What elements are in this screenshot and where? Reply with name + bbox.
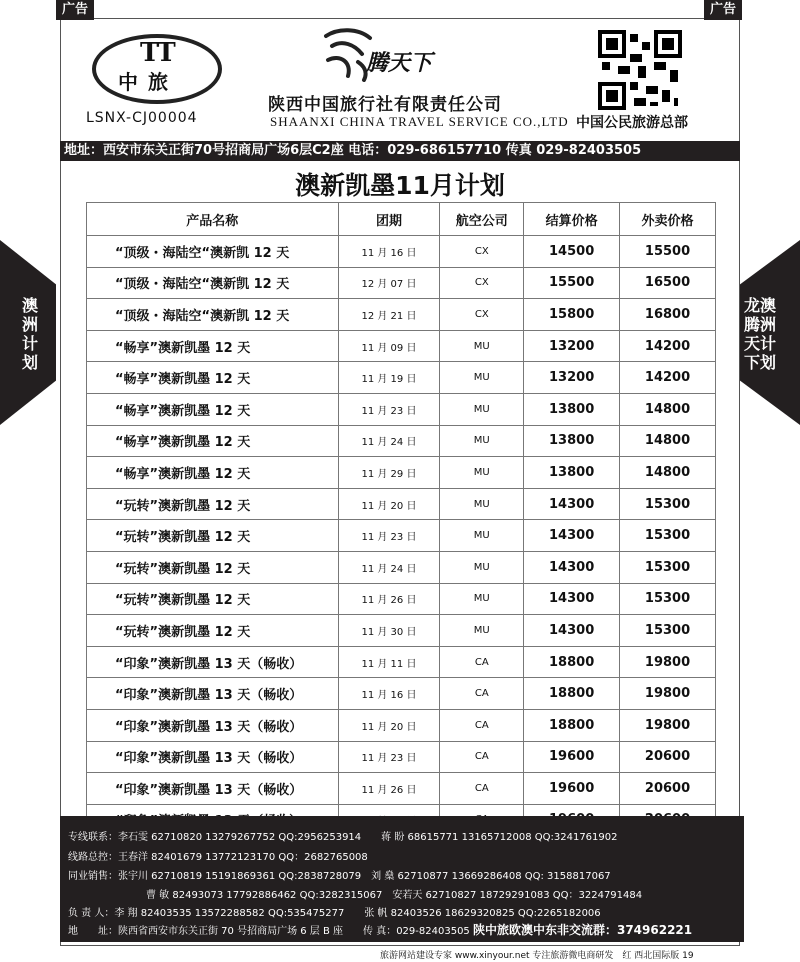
tour-date: 11 月 26 日 — [338, 773, 440, 805]
table-row — [87, 646, 716, 678]
product-name: “印象”澳新凯墨 13 天（畅收） — [87, 678, 339, 710]
table-row — [87, 583, 716, 615]
settle-price: 18800 — [524, 678, 620, 710]
settle-price: 18800 — [524, 709, 620, 741]
col-airline: 航空公司 — [440, 203, 524, 236]
table-row — [87, 741, 716, 773]
side-tab-left-text: 澳 洲 计 划 — [22, 296, 39, 372]
airline-code: CA — [440, 678, 524, 710]
airline-code: CA — [440, 741, 524, 773]
col-date: 团期 — [338, 203, 440, 236]
sell-price: 19800 — [620, 646, 716, 678]
tour-date: 11 月 16 日 — [338, 678, 440, 710]
product-name: “畅享”澳新凯墨 12 天 — [87, 425, 339, 457]
sell-price: 15300 — [620, 583, 716, 615]
settle-price: 18800 — [524, 646, 620, 678]
tour-date: 11 月 11 日 — [338, 646, 440, 678]
tour-date: 12 月 21 日 — [338, 299, 440, 331]
ad-tag-left: 广告 — [56, 0, 94, 20]
table-row — [87, 551, 716, 583]
price-table — [86, 202, 716, 836]
table-row — [87, 615, 716, 647]
table-row — [87, 299, 716, 331]
table-row — [87, 457, 716, 489]
settle-price: 14300 — [524, 520, 620, 552]
settle-price: 13200 — [524, 330, 620, 362]
settle-price: 15800 — [524, 299, 620, 331]
license-number: LSNX-CJ00004 — [86, 110, 198, 126]
table-header-row — [87, 203, 716, 236]
tour-date: 11 月 19 日 — [338, 362, 440, 394]
product-name: “畅享”澳新凯墨 12 天 — [87, 457, 339, 489]
tour-date: 11 月 24 日 — [338, 551, 440, 583]
product-name: “玩转”澳新凯墨 12 天 — [87, 551, 339, 583]
table-row — [87, 393, 716, 425]
contact-row-sales: 同业销售：张宇川 62710819 15191869361 QQ:2838728079 刘 燊 62710877 13669286408 QQ: 3158817067 — [68, 871, 611, 882]
tour-date: 11 月 23 日 — [338, 741, 440, 773]
sell-price: 14800 — [620, 425, 716, 457]
airline-code: CX — [440, 299, 524, 331]
footer-address: 地 址：陕西省西安市东关正街 70 号招商局广场 6 层 B 座 传 真：029-82403505 — [68, 926, 470, 937]
product-name: “畅享”澳新凯墨 12 天 — [87, 362, 339, 394]
airline-code: MU — [440, 425, 524, 457]
sell-price: 15300 — [620, 551, 716, 583]
airline-code: MU — [440, 362, 524, 394]
cts-logo-mark: TT — [140, 38, 174, 68]
col-sell-price: 外卖价格 — [620, 203, 716, 236]
hq-label: 中国公民旅游总部 — [576, 115, 688, 131]
contact-row-manager: 负 责 人：李 翔 82403535 13572288582 QQ:535475277 张 帆 82403526 18629320825 QQ:2265182006 — [68, 908, 601, 919]
settle-price: 15500 — [524, 267, 620, 299]
airline-code: MU — [440, 583, 524, 615]
tour-date: 12 月 07 日 — [338, 267, 440, 299]
settle-price: 13200 — [524, 362, 620, 394]
col-settle-price: 结算价格 — [524, 203, 620, 236]
company-name-en: SHAANXI CHINA TRAVEL SERVICE CO.,LTD — [270, 114, 569, 129]
tour-date: 11 月 26 日 — [338, 583, 440, 615]
settle-price: 13800 — [524, 425, 620, 457]
settle-price: 19600 — [524, 773, 620, 805]
airline-code: MU — [440, 488, 524, 520]
sell-price: 15500 — [620, 236, 716, 268]
product-name: “印象”澳新凯墨 13 天（畅收） — [87, 741, 339, 773]
sell-price: 16800 — [620, 299, 716, 331]
settle-price: 19600 — [524, 741, 620, 773]
product-name: “顶级・海陆空“澳新凯 12 天 — [87, 299, 339, 331]
page-title: 澳新凯墨11月计划 — [295, 171, 505, 200]
sell-price: 20600 — [620, 741, 716, 773]
tour-date: 11 月 20 日 — [338, 488, 440, 520]
tour-date: 11 月 29 日 — [338, 457, 440, 489]
sell-price: 15300 — [620, 520, 716, 552]
tour-date: 11 月 20 日 — [338, 709, 440, 741]
airline-code: CX — [440, 236, 524, 268]
sell-price: 20600 — [620, 773, 716, 805]
product-name: “顶级・海陆空“澳新凯 12 天 — [87, 267, 339, 299]
sell-price: 15300 — [620, 615, 716, 647]
tour-date: 11 月 30 日 — [338, 615, 440, 647]
page-footer: 旅游网站建设专家 www.xinyour.net 专注旅游微电商研发 红 西北国际版 19 — [380, 951, 694, 961]
table-row — [87, 773, 716, 805]
product-name: “玩转”澳新凯墨 12 天 — [87, 615, 339, 647]
ad-tag-right: 广告 — [704, 0, 742, 20]
contact-row-address — [68, 921, 692, 938]
settle-price: 14500 — [524, 236, 620, 268]
product-name: “印象”澳新凯墨 13 天（畅收） — [87, 709, 339, 741]
product-name: “顶级・海陆空“澳新凯 12 天 — [87, 236, 339, 268]
airline-code: MU — [440, 551, 524, 583]
settle-price: 14300 — [524, 583, 620, 615]
tour-date: 11 月 24 日 — [338, 425, 440, 457]
settle-price: 14300 — [524, 551, 620, 583]
brand-slogan: 腾天下 — [366, 50, 433, 76]
sell-price: 14200 — [620, 362, 716, 394]
contact-panel — [60, 816, 744, 942]
qq-group: 陕中旅欧澳中东非交流群：374962221 — [472, 923, 693, 937]
product-name: “玩转”澳新凯墨 12 天 — [87, 520, 339, 552]
qr-code-icon — [598, 30, 682, 110]
cts-logo-text: 中旅 — [118, 70, 178, 94]
address-bar: 地址：西安市东关正街70号招商局广场6层C2座 电话：029-686157710 传真 029-82403505 — [60, 141, 740, 161]
airline-code: CX — [440, 267, 524, 299]
settle-price: 13800 — [524, 393, 620, 425]
sell-price: 14200 — [620, 330, 716, 362]
company-name-cn: 陕西中国旅行社有限责任公司 — [268, 95, 502, 115]
sell-price: 15300 — [620, 488, 716, 520]
settle-price: 14300 — [524, 488, 620, 520]
airline-code: CA — [440, 709, 524, 741]
product-name: “印象”澳新凯墨 13 天（畅收） — [87, 646, 339, 678]
product-name: “玩转”澳新凯墨 12 天 — [87, 583, 339, 615]
sell-price: 16500 — [620, 267, 716, 299]
table-row — [87, 362, 716, 394]
sell-price: 14800 — [620, 457, 716, 489]
table-row — [87, 520, 716, 552]
tour-date: 11 月 23 日 — [338, 520, 440, 552]
side-tab-right-text: 龙澳 腾洲 天计 下划 — [744, 296, 777, 372]
tour-date: 11 月 16 日 — [338, 236, 440, 268]
settle-price: 13800 — [524, 457, 620, 489]
col-product: 产品名称 — [87, 203, 339, 236]
tour-date: 11 月 23 日 — [338, 393, 440, 425]
airline-code: MU — [440, 457, 524, 489]
table-row — [87, 267, 716, 299]
contact-row-control: 线路总控：王春洋 82401679 13772123170 QQ：2682765008 — [68, 852, 368, 863]
product-name: “玩转”澳新凯墨 12 天 — [87, 488, 339, 520]
table-row — [87, 678, 716, 710]
table-row — [87, 236, 716, 268]
table-row — [87, 488, 716, 520]
table-row — [87, 330, 716, 362]
tour-date: 11 月 09 日 — [338, 330, 440, 362]
product-name: “畅享”澳新凯墨 12 天 — [87, 393, 339, 425]
sell-price: 19800 — [620, 709, 716, 741]
product-name: “畅享”澳新凯墨 12 天 — [87, 330, 339, 362]
contact-row-sales-2: 曹 敏 82493073 17792886462 QQ:3282315067 安若天 62710827 18729291083 QQ：3224791484 — [146, 890, 643, 901]
airline-code: MU — [440, 520, 524, 552]
airline-code: MU — [440, 393, 524, 425]
table-row — [87, 425, 716, 457]
product-name: “印象”澳新凯墨 13 天（畅收） — [87, 773, 339, 805]
airline-code: CA — [440, 773, 524, 805]
contact-row-line: 专线联系：李石雯 62710820 13279267752 QQ:2956253914 蒋 盼 68615771 13165712008 QQ:3241761902 — [68, 832, 618, 843]
sell-price: 19800 — [620, 678, 716, 710]
airline-code: MU — [440, 330, 524, 362]
settle-price: 14300 — [524, 615, 620, 647]
airline-code: MU — [440, 615, 524, 647]
airline-code: CA — [440, 646, 524, 678]
table-row — [87, 709, 716, 741]
sell-price: 14800 — [620, 393, 716, 425]
